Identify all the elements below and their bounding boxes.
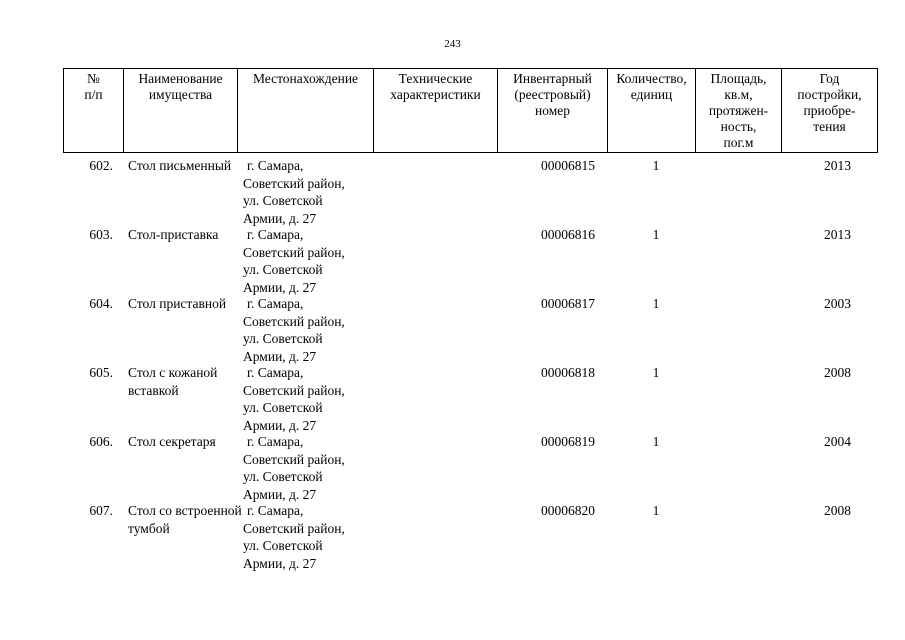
table-row bbox=[63, 362, 886, 431]
header-line: Инвентарный bbox=[513, 71, 592, 86]
location-line: г. Самара, bbox=[247, 434, 304, 449]
row-num: 605. bbox=[89, 365, 113, 380]
header-line: номер bbox=[534, 103, 570, 118]
header-tech bbox=[374, 69, 498, 153]
location-line: ул. Советской bbox=[243, 193, 323, 208]
header-line: тения bbox=[813, 119, 846, 134]
table-header bbox=[63, 68, 878, 153]
header-line: протяжен- bbox=[708, 103, 769, 118]
header-line: единиц bbox=[630, 87, 673, 102]
header-num bbox=[64, 69, 124, 153]
location-line: Советский район, bbox=[243, 175, 345, 191]
row-name: Стол приставной bbox=[128, 296, 227, 311]
location-line: Советский район, bbox=[243, 520, 345, 536]
header-line: Местонахождение bbox=[252, 71, 359, 86]
row-year: 2013 bbox=[824, 158, 851, 173]
row-quantity: 1 bbox=[652, 434, 660, 449]
location-line: Советский район, bbox=[243, 451, 345, 467]
row-num: 604. bbox=[89, 296, 113, 311]
row-quantity: 1 bbox=[652, 365, 660, 380]
row-location bbox=[243, 502, 373, 572]
header-line: характеристики bbox=[390, 87, 481, 102]
header-line: приобре- bbox=[803, 103, 856, 118]
table-body bbox=[63, 155, 886, 569]
header-quantity bbox=[608, 69, 696, 153]
location-line: Армии, д. 27 bbox=[243, 486, 317, 502]
header-name bbox=[124, 69, 238, 153]
row-quantity: 1 bbox=[652, 503, 660, 518]
header-line: Наименование bbox=[138, 71, 223, 86]
header-line: ность, bbox=[720, 119, 757, 134]
location-line: Армии, д. 27 bbox=[243, 348, 317, 364]
row-name: Стол письменный bbox=[128, 158, 232, 173]
header-line: Количество, bbox=[616, 71, 687, 86]
header-line: № bbox=[87, 71, 100, 86]
location-line: Советский район, bbox=[243, 313, 345, 329]
location-line: Армии, д. 27 bbox=[243, 417, 317, 433]
row-inventory: 00006818 bbox=[541, 365, 595, 380]
row-name: Стол секретаря bbox=[128, 434, 216, 449]
row-year: 2013 bbox=[824, 227, 851, 242]
row-location bbox=[243, 226, 373, 296]
location-line: Советский район, bbox=[243, 244, 345, 260]
table-row bbox=[63, 431, 886, 500]
header-line: Площадь, bbox=[710, 71, 767, 86]
location-line: ул. Советской bbox=[243, 262, 323, 277]
row-inventory: 00006815 bbox=[541, 158, 595, 173]
location-line: Советский район, bbox=[243, 382, 345, 398]
row-location bbox=[243, 433, 373, 503]
location-line: г. Самара, bbox=[247, 365, 304, 380]
header-line: пог.м bbox=[723, 135, 754, 150]
location-line: ул. Советской bbox=[243, 538, 323, 553]
location-line: ул. Советской bbox=[243, 469, 323, 484]
location-line: Армии, д. 27 bbox=[243, 279, 317, 295]
page-number: 243 bbox=[444, 38, 461, 50]
table-row bbox=[63, 293, 886, 362]
header-area bbox=[696, 69, 782, 153]
row-num: 602. bbox=[89, 158, 113, 173]
location-line: Армии, д. 27 bbox=[243, 210, 317, 226]
row-quantity: 1 bbox=[652, 227, 660, 242]
header-line: кв.м, bbox=[724, 87, 753, 102]
location-line: Армии, д. 27 bbox=[243, 555, 317, 571]
row-location bbox=[243, 157, 373, 227]
header-line: п/п bbox=[84, 87, 103, 102]
header-year bbox=[782, 69, 878, 153]
row-quantity: 1 bbox=[652, 158, 660, 173]
location-line: ул. Советской bbox=[243, 331, 323, 346]
header-line: имущества bbox=[148, 87, 213, 102]
location-line: г. Самара, bbox=[247, 503, 304, 518]
header-line: Технические bbox=[398, 71, 473, 86]
row-num: 607. bbox=[89, 503, 113, 518]
row-name: Стол со встроенной тумбой bbox=[128, 503, 242, 536]
header-inventory bbox=[498, 69, 608, 153]
row-location bbox=[243, 295, 373, 365]
row-location bbox=[243, 364, 373, 434]
row-num: 606. bbox=[89, 434, 113, 449]
row-year: 2003 bbox=[824, 296, 851, 311]
header-line: Год bbox=[819, 71, 840, 86]
header-line: постройки, bbox=[797, 87, 862, 102]
table-row bbox=[63, 155, 886, 224]
row-inventory: 00006816 bbox=[541, 227, 595, 242]
row-quantity: 1 bbox=[652, 296, 660, 311]
row-num: 603. bbox=[89, 227, 113, 242]
row-inventory: 00006819 bbox=[541, 434, 595, 449]
row-name: Стол с кожаной вставкой bbox=[128, 365, 218, 398]
row-name: Стол-приставка bbox=[128, 227, 219, 242]
row-year: 2008 bbox=[824, 503, 851, 518]
table-row bbox=[63, 500, 886, 569]
location-line: ул. Советской bbox=[243, 400, 323, 415]
table-row bbox=[63, 224, 886, 293]
row-year: 2004 bbox=[824, 434, 851, 449]
header-location bbox=[238, 69, 374, 153]
location-line: г. Самара, bbox=[247, 296, 304, 311]
header-line: (реестровый) bbox=[514, 87, 591, 102]
row-inventory: 00006817 bbox=[541, 296, 595, 311]
row-year: 2008 bbox=[824, 365, 851, 380]
location-line: г. Самара, bbox=[247, 158, 304, 173]
row-inventory: 00006820 bbox=[541, 503, 595, 518]
location-line: г. Самара, bbox=[247, 227, 304, 242]
